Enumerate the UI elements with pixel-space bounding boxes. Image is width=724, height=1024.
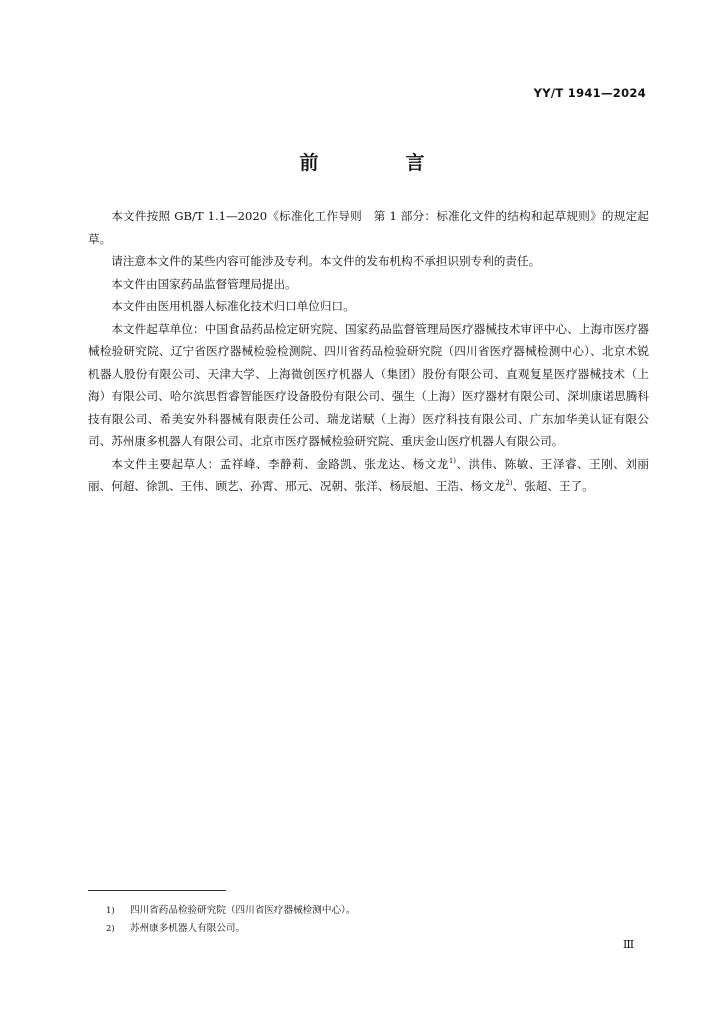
page-number: III [623,938,634,951]
paragraph-drafting-rules: 本文件按照 GB/T 1.1—2020《标准化工作导则 第 1 部分：标准化文件的结构和起草规则》的规定起草。 [88,209,649,246]
page-title: 前 言 [299,152,459,174]
paragraph-drafters [88,453,649,498]
footnotes [106,902,355,938]
standard-code: YY/T 1941—2024 [533,86,646,100]
drafters-label: 本文件主要起草人： [111,456,220,471]
drafters-names-part2: 、洪伟、陈敏、王泽睿、王刚、刘丽丽、何超、徐凯、王伟、顾艺、孙霄、邢元、况朝、张洋、杨辰旭、王浩、杨文龙 [88,456,649,493]
footnote-divider [88,890,226,891]
footnote-ref-1: 1) [448,456,457,465]
footnote-text: 苏州康多机器人有限公司。 [130,923,246,934]
paragraph-technical-committee: 本文件由医用机器人标准化技术归口单位归口。 [111,299,355,313]
paragraph-drafting-units: 本文件起草单位：中国食品药品检定研究院、国家药品监督管理局医疗器械技术审评中心、上海市医疗器械检验研究院、辽宁省医疗器械检验检测院、四川省药品检验研究院（四川省医疗器械检测中心）、北京术锐机器人股份有限公司、天津大学、上海微创医疗机器人（集团）股份有限公司、直观复星医疗器械技术（上海）有限公司、哈尔滨思哲睿智能医疗设备股份有限公司、强生（上海）医疗器材有限公司、深圳康诺思腾科技有限公司、希美安外科器械有限责任公司、瑞龙诺赋（上海）医疗科技有限公司、广东加华美认证有限公司、苏州康多机器人有限公司、北京市医疗器械检验研究院、重庆金山医疗机器人有限公司。 [88,321,649,448]
paragraph-patent-notice: 请注意本文件的某些内容可能涉及专利。本文件的发布机构不承担识别专利的责任。 [111,254,541,268]
footnote-item [106,920,355,938]
paragraph-proposer: 本文件由国家药品监督管理局提出。 [111,276,297,291]
drafters-names-part1: 孟祥峰、李静莉、金路凯、张龙达、杨文龙 [219,456,449,471]
footnote-ref-2: 2) [505,479,513,488]
footnote-mark: 2) [106,924,115,934]
foreword-body [88,205,649,498]
footnote-text: 四川省药品检验研究院（四川省医疗器械检测中心）。 [130,905,356,916]
footnote-item [106,902,355,920]
footnote-mark: 1) [106,906,115,916]
drafters-names-part3: 、张超、王了。 [512,479,594,493]
